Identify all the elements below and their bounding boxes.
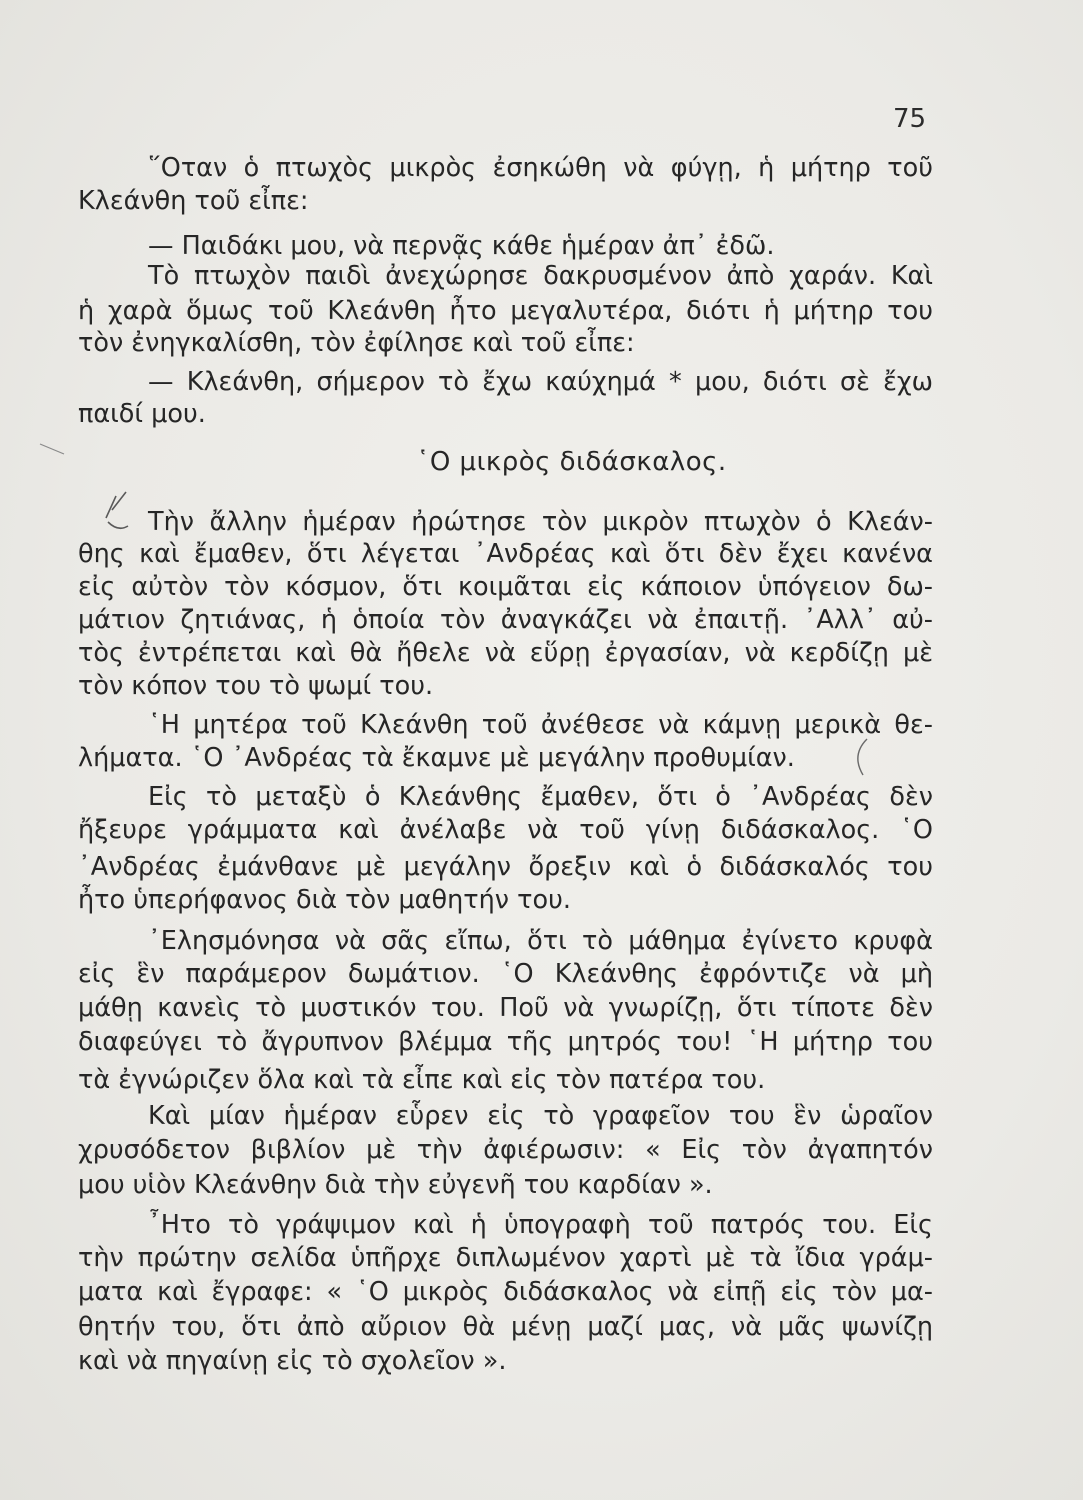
- text-line-19: ᾿Ανδρέας ἐμάνθανε μὲ μεγάλην ὄρεξιν καὶ ὁ διδάσκαλός του: [78, 852, 933, 882]
- text-line-17: Εἰς τὸ μεταξὺ ὁ Κλεάνθης ἔμαθεν, ὅτι ὁ ᾿Ανδρέας δὲν: [148, 782, 933, 812]
- section-heading: ῾Ο μικρὸς διδάσκαλος.: [416, 447, 727, 477]
- text-line-24: διαφεύγει τὸ ἄγρυπνον βλέμμα τῆς μητρός του! ῾Η μήτηρ του: [78, 1027, 933, 1057]
- text-line-9: Τὴν ἄλλην ἡμέραν ἠρώτησε τὸν μικρὸν πτωχὸν ὁ Κλεάν-: [148, 507, 933, 537]
- text-line-4: Τὸ πτωχὸν παιδὶ ἀνεχώρησε δακρυσμένον ἀπὸ χαράν. Καὶ: [148, 261, 933, 291]
- text-line-12: μάτιον ζητιάνας, ἡ ὁποία τὸν ἀναγκάζει νὰ ἐπαιτῇ. ᾿Αλλ᾽ αὐ-: [78, 605, 933, 635]
- text-line-21: ᾿Ελησμόνησα νὰ σᾶς εἴπω, ὅτι τὸ μάθημα ἐγίνετο κρυφὰ: [148, 926, 933, 956]
- text-line-20: ἦτο ὑπερήφανος διὰ τὸν μαθητήν του.: [78, 885, 571, 915]
- text-line-18: ἤξευρε γράμματα καὶ ἀνέλαβε νὰ τοῦ γίνῃ διδάσκαλος. ῾Ο: [78, 815, 933, 845]
- text-line-15: ῾Η μητέρα τοῦ Κλεάνθη τοῦ ἀνέθεσε νὰ κάμνῃ μερικὰ θε-: [148, 710, 933, 740]
- text-line-1: ῞Οταν ὁ πτωχὸς μικρὸς ἐσηκώθη νὰ φύγῃ, ἡ μήτηρ τοῦ: [148, 153, 933, 183]
- text-line-27: χρυσόδετον βιβλίον μὲ τὴν ἀφιέρωσιν: « Εἰς τὸν ἀγαπητόν: [78, 1135, 933, 1165]
- text-line-2: Κλεάνθη τοῦ εἶπε:: [78, 186, 309, 216]
- text-line-26: Καὶ μίαν ἡμέραν εὗρεν εἰς τὸ γραφεῖον του ἓν ὡραῖον: [148, 1101, 933, 1131]
- text-line-11: εἰς αὐτὸν τὸν κόσμον, ὅτι κοιμᾶται εἰς κάποιον ὑπόγειον δω-: [78, 572, 933, 602]
- text-line-14: τὸν κόπον του τὸ ψωμί του.: [78, 671, 434, 701]
- text-line-10: θης καὶ ἔμαθεν, ὅτι λέγεται ᾿Ανδρέας καὶ ὅτι δὲν ἔχει κανένα: [78, 539, 933, 569]
- pencil-slash-mark-icon: [38, 440, 68, 460]
- pencil-bracket-mark-icon: [845, 735, 875, 780]
- text-line-23: μάθῃ κανεὶς τὸ μυστικόν του. Ποῦ νὰ γνωρίζῃ, ὅτι τίποτε δὲν: [78, 993, 933, 1023]
- text-line-5: ἡ χαρὰ ὅμως τοῦ Κλεάνθη ἦτο μεγαλυτέρα, διότι ἡ μήτηρ του: [78, 296, 933, 326]
- text-line-6: τὸν ἐνηγκαλίσθη, τὸν ἐφίλησε καὶ τοῦ εἶπε:: [78, 328, 635, 358]
- pencil-check-mark-icon: [98, 488, 138, 538]
- text-line-8: παιδί μου.: [78, 399, 206, 429]
- text-line-32: θητήν του, ὅτι ἀπὸ αὔριον θὰ μένῃ μαζί μας, νὰ μᾶς ψωνίζῃ: [78, 1312, 933, 1342]
- text-line-3: — Παιδάκι μου, νὰ περνᾷς κάθε ἡμέραν ἀπ᾽ ἐδῶ.: [148, 231, 775, 261]
- text-line-28: μου υἱὸν Κλεάνθην διὰ τὴν εὐγενῆ του καρδίαν ».: [78, 1170, 713, 1200]
- text-line-7: — Κλεάνθη, σήμερον τὸ ἔχω καύχημά * μου, διότι σὲ ἔχω: [148, 367, 933, 397]
- text-line-31: ματα καὶ ἔγραφε: « ῾Ο μικρὸς διδάσκαλος νὰ εἰπῇ εἰς τὸν μα-: [78, 1277, 933, 1307]
- text-line-30: τὴν πρώτην σελίδα ὑπῆρχε διπλωμένον χαρτὶ μὲ τὰ ἴδια γράμ-: [78, 1243, 933, 1273]
- text-line-29: ῏Ητο τὸ γράψιμον καὶ ἡ ὑπογραφὴ τοῦ πατρός του. Εἰς: [148, 1210, 933, 1240]
- page-number: 75: [893, 104, 927, 134]
- text-line-33: καὶ νὰ πηγαίνῃ εἰς τὸ σχολεῖον ».: [78, 1346, 507, 1376]
- text-line-22: εἰς ἓν παράμερον δωμάτιον. ῾Ο Κλεάνθης ἐφρόντιζε νὰ μὴ: [78, 959, 933, 989]
- text-line-25: τὰ ἐγνώριζεν ὅλα καὶ τὰ εἶπε καὶ εἰς τὸν πατέρα του.: [78, 1065, 766, 1095]
- text-line-13: τὸς ἐντρέπεται καὶ θὰ ἤθελε νὰ εὕρῃ ἐργασίαν, νὰ κερδίζῃ μὲ: [78, 638, 933, 668]
- text-line-16: λήματα. ῾Ο ᾿Ανδρέας τὰ ἔκαμνε μὲ μεγάλην προθυμίαν.: [78, 743, 795, 773]
